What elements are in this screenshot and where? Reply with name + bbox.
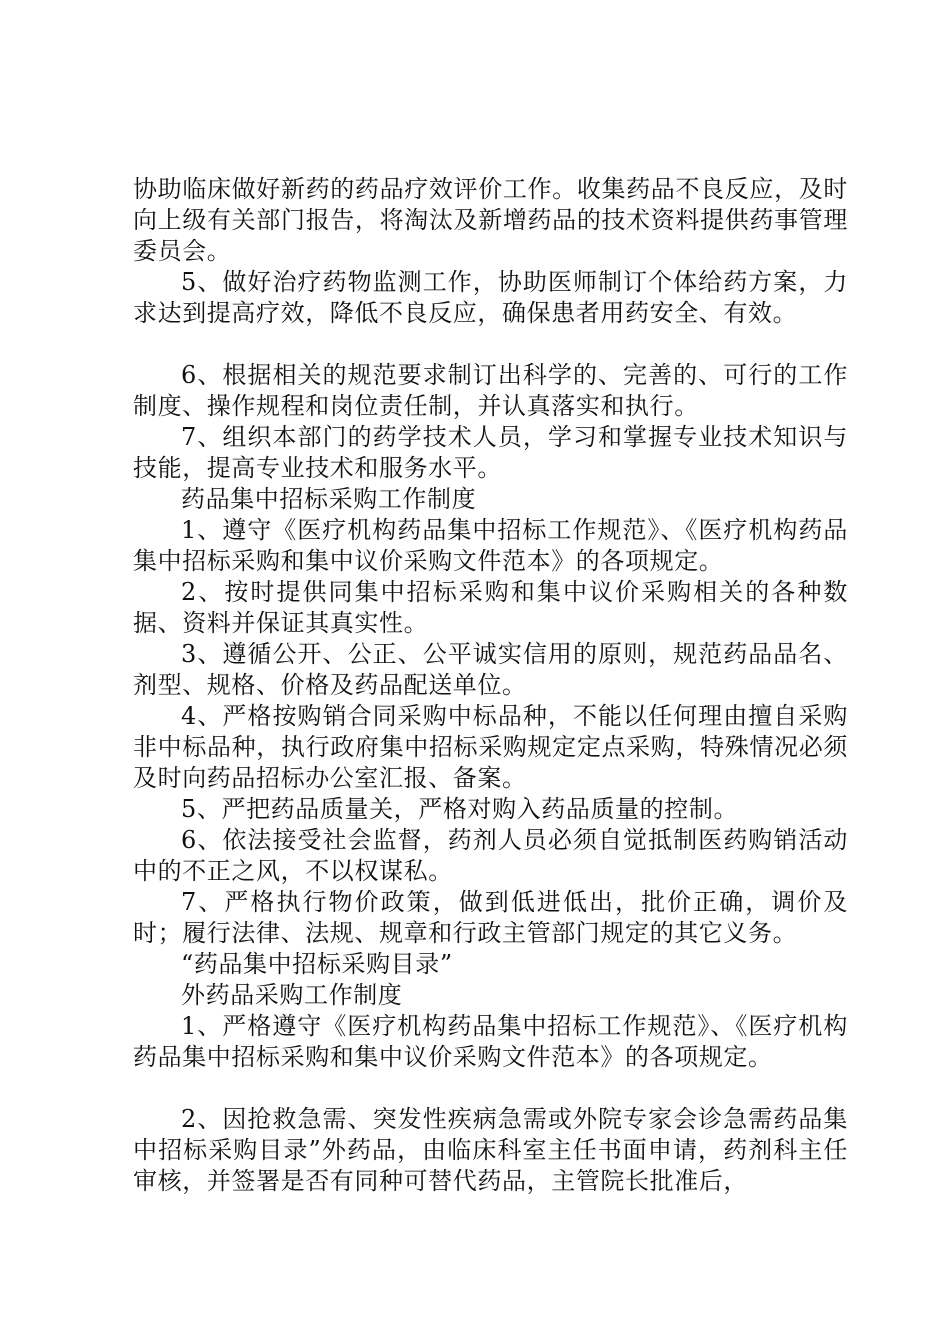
paragraph-procurement-3: 3、遵循公开、公正、公平诚实信用的原则，规范药品品名、剂型、规格、价格及药品配送单位。 bbox=[133, 640, 848, 699]
paragraph-external-1: 1、严格遵守《医疗机构药品集中招标工作规范》、《医疗机构药品集中招标采购和集中议价采购文件范本》的各项规定。 bbox=[133, 1012, 848, 1071]
section-heading-catalog: “药品集中招标采购目录” bbox=[181, 950, 453, 978]
paragraph-item-6-rules: 6、根据相关的规范要求制订出科学的、完善的、可行的工作制度、操作规程和岗位责任制，并认真落实和执行。 bbox=[133, 361, 848, 420]
paragraph-continuation: 协助临床做好新药的药品疗效评价工作。收集药品不良反应，及时向上级有关部门报告，将淘汰及新增药品的技术资料提供药事管理委员会。 bbox=[133, 175, 848, 265]
paragraph-procurement-5: 5、严把药品质量关，严格对购入药品质量的控制。 bbox=[181, 795, 739, 823]
section-heading-procurement: 药品集中招标采购工作制度 bbox=[181, 485, 477, 513]
paragraph-gap bbox=[133, 329, 848, 360]
paragraph-item-5-monitoring: 5、做好治疗药物监测工作，协助医师制订个体给药方案，力求达到提高疗效，降低不良反应，确保患者用药安全、有效。 bbox=[133, 268, 848, 327]
paragraph-procurement-6: 6、依法接受社会监督，药剂人员必须自觉抵制医药购销活动中的不正之风，不以权谋私。 bbox=[133, 826, 848, 885]
paragraph-procurement-1: 1、遵守《医疗机构药品集中招标工作规范》、《医疗机构药品集中招标采购和集中议价采购文件范本》的各项规定。 bbox=[133, 516, 848, 575]
paragraph-item-7-training: 7、组织本部门的药学技术人员，学习和掌握专业技术知识与技能，提高专业技术和服务水平。 bbox=[133, 423, 848, 482]
paragraph-procurement-4: 4、严格按购销合同采购中标品种，不能以任何理由擅自采购非中标品种，执行政府集中招标采购规定定点采购，特殊情况必须及时向药品招标办公室汇报、备案。 bbox=[133, 702, 848, 792]
paragraph-external-2: 2、因抢救急需、突发性疾病急需或外院专家会诊急需药品集中招标采购目录”外药品，由临床科室主任书面申请，药剂科主任审核，并签署是否有同种可替代药品，主管院长批准后， bbox=[133, 1105, 848, 1195]
paragraph-gap bbox=[133, 1073, 848, 1104]
document-body bbox=[133, 174, 848, 1197]
paragraph-procurement-7: 7、严格执行物价政策，做到低进低出，批价正确，调价及时；履行法律、法规、规章和行政主管部门规定的其它义务。 bbox=[133, 888, 848, 947]
paragraph-procurement-2: 2、按时提供同集中招标采购和集中议价采购相关的各种数据、资料并保证其真实性。 bbox=[133, 578, 848, 637]
section-heading-external: 外药品采购工作制度 bbox=[181, 981, 403, 1009]
